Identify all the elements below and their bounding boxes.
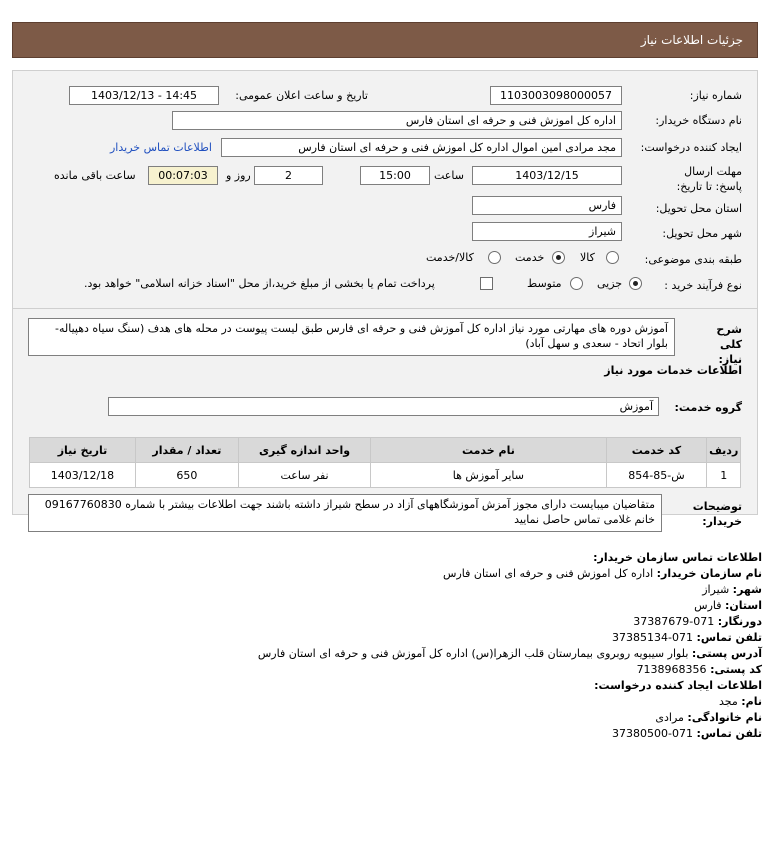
remaining-label: ساعت باقی مانده	[54, 169, 136, 182]
days-field: 2	[254, 166, 323, 185]
creator-family	[655, 711, 762, 724]
summary-label: شرح کلی نیاز:	[716, 323, 742, 366]
contact-city-label: شهر:	[732, 583, 762, 596]
cell-quantity: 650	[135, 463, 238, 488]
contact-fax-label: دورنگار:	[717, 615, 762, 628]
province-field: فارس	[472, 196, 622, 215]
process-option-motevaset: متوسط	[527, 277, 562, 290]
contact-title: اطلاعات تماس سازمان خریدار:	[593, 551, 762, 564]
contact-phone-label: تلفن تماس:	[696, 631, 762, 644]
service-group-label: گروه خدمت:	[674, 401, 742, 414]
category-option-kala: کالا	[580, 251, 595, 264]
buyer-label: نام دستگاه خریدار:	[655, 114, 742, 127]
creator-family-label: نام خانوادگی:	[687, 711, 762, 724]
days-label: روز و	[226, 169, 251, 182]
col-need-date: تاریخ نیاز	[30, 438, 136, 463]
buyer-notes-text: متقاضیان میبایست دارای مجوز آمزش آموزشگاههای آزاد در سطح شیراز داشته باشند جهت اطلاعات بیشتر با شماره 09167760830 خانم غلامی تماس حاصل نمایید	[28, 494, 662, 532]
buyer-field: اداره کل اموزش فنی و حرفه ای استان فارس	[172, 111, 622, 130]
contact-fax-value: 071-37387679	[633, 615, 715, 628]
process-radio-motevaset[interactable]	[570, 277, 583, 290]
need-number-label: شماره نیاز:	[689, 89, 742, 102]
cell-service-name: سایر آموزش ها	[371, 463, 606, 488]
col-unit: واحد اندازه گیری	[238, 438, 370, 463]
service-group-field: آموزش	[108, 397, 659, 416]
contact-province-value: فارس	[694, 599, 722, 612]
deadline-date-field: 1403/12/15	[472, 166, 622, 185]
contact-org-value: اداره کل اموزش فنی و حرفه ای استان فارس	[443, 567, 654, 580]
announce-field: 1403/12/13 - 14:45	[69, 86, 219, 105]
creator-name-label: نام:	[741, 695, 762, 708]
col-quantity: تعداد / مقدار	[135, 438, 238, 463]
divider	[12, 308, 758, 309]
contact-city	[702, 583, 762, 596]
contact-address-value: بلوار سیبویه روبروی بیمارستان قلب الزهرا(س) اداره کل آموزش فنی و حرفه ای استان فارس	[257, 647, 689, 660]
category-radio-kala[interactable]	[606, 251, 619, 264]
col-service-name: نام خدمت	[371, 438, 606, 463]
creator-phone-value: 071-37380500	[612, 727, 694, 740]
table-header-row	[30, 438, 741, 463]
deadline-hour-field: 15:00	[360, 166, 430, 185]
services-section-title: اطلاعات خدمات مورد نیاز	[604, 364, 742, 377]
category-option-kala-khedmat: کالا/خدمت	[426, 251, 474, 264]
treasury-checkbox[interactable]	[480, 277, 493, 290]
creator-field: مجد مرادی امین اموال اداره کل اموزش فنی و حرفه ای استان فارس	[221, 138, 622, 157]
category-radio-kala-khedmat[interactable]	[488, 251, 501, 264]
process-option-jozi: جزیی	[597, 277, 623, 290]
category-label: طبقه بندی موضوعی:	[644, 253, 742, 266]
contact-province	[694, 599, 762, 612]
services-table	[29, 437, 741, 488]
announce-label: تاریخ و ساعت اعلان عمومی:	[235, 89, 368, 102]
page-header	[12, 22, 758, 58]
contact-fax	[633, 615, 762, 628]
treasury-note: پرداخت تمام یا بخشی از مبلغ خرید،از محل "اسناد خزانه اسلامی" خواهد بود.	[84, 277, 435, 290]
process-label: نوع فرآیند خرید :	[664, 279, 742, 292]
creator-label: ایجاد کننده درخواست:	[640, 141, 742, 154]
contact-phone-value: 071-37385134	[612, 631, 694, 644]
cell-unit: نفر ساعت	[238, 463, 370, 488]
cell-service-code: ش-85-854	[606, 463, 707, 488]
table-row	[30, 463, 741, 488]
hour-label: ساعت	[434, 169, 464, 182]
need-number-field: 1103003098000057	[490, 86, 622, 105]
category-option-khedmat: خدمت	[515, 251, 545, 264]
contact-info-link[interactable]: اطلاعات تماس خریدار	[110, 141, 212, 154]
creator-info-title: اطلاعات ایجاد کننده درخواست:	[594, 679, 762, 692]
creator-family-value: مرادی	[655, 711, 684, 724]
contact-org-label: نام سازمان خریدار:	[656, 567, 762, 580]
creator-name	[719, 695, 762, 708]
cell-need-date: 1403/12/18	[30, 463, 136, 488]
creator-phone-label: تلفن تماس:	[696, 727, 762, 740]
page-title: جزئیات اطلاعات نیاز	[640, 33, 743, 47]
category-radio-khedmat[interactable]	[552, 251, 565, 264]
summary-text: آموزش دوره های مهارتی مورد نیاز اداره کل آموزش فنی و حرفه ای فارس طبق لیست پیوست در محله های هدف (سنگ سیاه دهپیاله-بلوار اتحاد - سعدی و سهل آباد)	[28, 318, 675, 356]
col-row: ردیف	[707, 438, 741, 463]
creator-phone	[612, 727, 762, 740]
city-label: شهر محل تحویل:	[662, 227, 742, 240]
contact-org	[443, 567, 762, 580]
contact-postal-label: کد پستی:	[710, 663, 762, 676]
province-label: استان محل تحویل:	[655, 202, 742, 215]
contact-province-label: استان:	[725, 599, 762, 612]
process-radio-jozi[interactable]	[629, 277, 642, 290]
contact-address	[258, 647, 762, 660]
contact-city-value: شیراز	[702, 583, 730, 596]
contact-postal-value: 7138968356	[636, 663, 707, 676]
col-service-code: کد خدمت	[606, 438, 707, 463]
remaining-time-field: 00:07:03	[148, 166, 218, 185]
buyer-notes-label: توضیحات خریدار:	[692, 500, 742, 528]
city-field: شیراز	[472, 222, 622, 241]
cell-row: 1	[707, 463, 741, 488]
contact-phone	[612, 631, 762, 644]
deadline-label: مهلت ارسال پاسخ: تا تاریخ:	[676, 165, 742, 193]
creator-name-value: مجد	[718, 695, 738, 708]
contact-postal	[637, 663, 762, 676]
contact-address-label: آدرس پستی:	[691, 647, 762, 660]
